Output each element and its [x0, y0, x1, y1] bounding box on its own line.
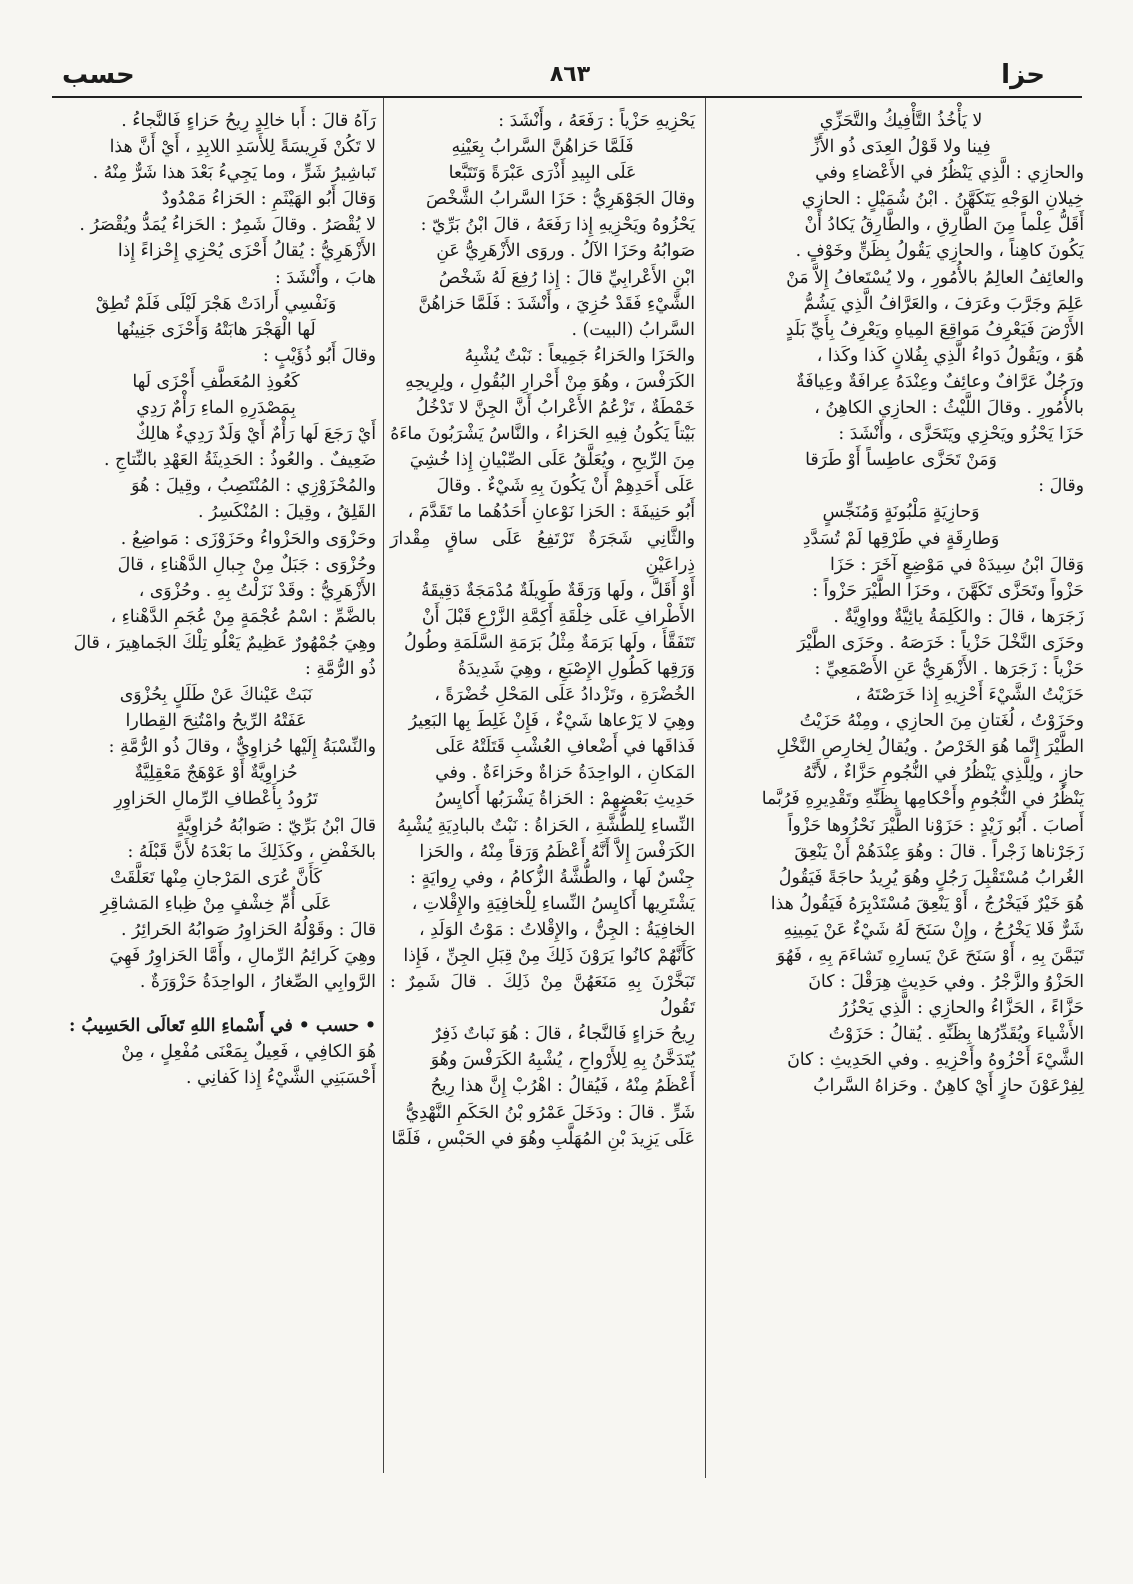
text-line: بالأُمُورِ . وقالَ اللَّيْثُ : الحازِي الكاهِنُ ،	[814, 398, 1084, 419]
text-line: حَزَا يَحْزُو ويَحْزِي ويَتَحَزَّى ، وأَنْشَدَ :	[838, 424, 1084, 445]
verse-line: تَرُودُ بِأَعْطافِ الرِّمالِ الحَزاوِرِ	[114, 789, 318, 810]
text-line: وحُزْوَى : جَبَلٌ مِنْ جِبالِ الدَّهْناءِ ، قالَ	[117, 554, 376, 575]
text-line: المَكانِ ، الواحِدَةُ حَزاةٌ وحَزاءَةٌ . وفي	[435, 763, 695, 784]
text-line: الخُضْرَةِ ، وتَزْدادُ عَلَى المَحْلِ خُضْرَةً ،	[434, 685, 695, 706]
verse-line: حُزاوِيَّةٌ أَوْ عَوْهَجٌ مَعْقِلِيَّةٌ	[134, 763, 298, 784]
text-line: الشَّيْءَ أَحْزُوهُ وأَحْزِيهِ . وفي الحَدِيثِ : كانَ	[787, 1050, 1084, 1071]
text-line: قالَ ابْنُ بَرِّيّ : صَوابُهُ حُزاوِيَّةٍ	[176, 815, 376, 836]
text-line: الحَزْوُ والزَّجْرُ . وفي حَدِيثِ هِرَقْلَ : كانَ	[808, 972, 1084, 993]
text-line: الخافِيَةُ : الجِنُّ ، والإِقْلاتُ : مَوْتُ الوَلَدِ ،	[419, 919, 695, 940]
verse-line: وَطارِقَةٍ في طَرْقِها لَمْ تُسَدَّدِ	[802, 528, 1000, 549]
verse-line: وَمَنْ تَحَزَّى عاطِساً أَوْ طَرَقا	[805, 450, 997, 471]
text-line: الغُرابُ مُسْتَقْبِلَ رَجُلٍ وهُوَ يُرِيدُ حاجَةً فَيَقُولُ	[778, 867, 1084, 888]
text-line: وهِيَ جُمْهُورٌ عَظِيمٌ يَعْلُو تِلْكَ الجَماهِيرَ ، قالَ	[73, 632, 376, 653]
text-line: رِيحُ حَزاءٍ فَالنَّجاءُ ، قالَ : هُوَ نَباتٌ ذَفِرٌ	[432, 1024, 695, 1045]
text-line: وحَزْوَى والحَزْواءُ وحَزَوْزَى : مَواضِعُ .	[120, 528, 376, 549]
text-line: الكَرَفْسَ إِلاَّ أَنَّهُ أَعْظَمُ وَرَقاً مِنْهُ ، والحَزا	[419, 841, 695, 862]
text-line: يَكُونَ كاهِناً ، والحازِي يَقُولُ بِظَنٍّ وخَوْفٍ .	[795, 241, 1084, 262]
verse-line: عَلَى البِيدِ أَذْرَى عَبْرَةً وَتَتَبَّعا	[448, 163, 637, 184]
entry-headline: • حسب • في أَسْماءِ اللهِ تَعالَى الحَسِيبُ :	[69, 1016, 376, 1037]
text-line: زَجَرْناها زَجْراً . قالَ : وهُوَ عِنْدَهُمْ أَنْ يَنْعِقَ	[794, 841, 1084, 862]
text-line: يَحْزِيهِ حَزْياً : رَفَعَهُ ، وأَنْشَدَ :	[498, 111, 695, 131]
text-line: وهِيَ كَرائِمُ الرِّمالِ ، وأَمَّا الحَزاوِرُ فَهِيَ	[109, 946, 376, 966]
text-line: أَقَلُّ عِلْماً مِنَ الطَّارِقِ ، والطَّارِقُ يَكادُ أَنْ	[804, 215, 1084, 236]
text-line: أَيْ رَجَعَ لَها رَأْمٌ أَيْ وَلَدٌ رَدِيءٌ هالِكٌ	[135, 424, 376, 445]
text-line: السَّرابُ (البيت) .	[571, 319, 695, 340]
text-line: الطَّيْرَ إِنَّما هُوَ الخَرْصُ . ويُقالُ لِخارِصِ النَّخْلِ	[776, 737, 1084, 758]
verse-line: كَأَنَّ عُرَى المَرْجانِ مِنْها تَعَلَّقَتْ	[109, 867, 323, 888]
text-line: والنِّسْبَةُ إِلَيْها حُزاوِيٌّ ، وقالَ ذُو الرُّمَّةِ :	[108, 737, 376, 758]
text-line: والثَّانِي شَجَرَةٌ تَرْتَفِعُ عَلَى ساقٍ مِقْدارَ ذِراعَيْنِ	[390, 528, 695, 575]
text-line: هُوَ خَيْرٌ فَيَخْرُجُ ، أَوْ يَنْعِقَ مُسْتَدْبِرَهُ فَيَقُولُ هذا	[770, 893, 1084, 914]
text-line: أَصابَ . أَبُو زَيْدٍ : حَزَوْنا الطَّيْرَ نَحْزُوها حَزْواً	[787, 815, 1084, 836]
text-line: يَحْزُوهُ ويَحْزِيهِ إِذا رَفَعَهُ ، قالَ ابْنُ بَرِّيّ :	[420, 215, 695, 236]
text-line: قالَ : وقَوْلُهُ الحَزاوِرُ صَوابُهُ الحَرائِرُ .	[120, 919, 376, 940]
text-line: عَلِمَ وجَرَّبَ وعَرَفَ ، والعَرَّافُ الَّذِي يَشُمُّ	[803, 293, 1084, 314]
text-line: مِنَ الرِّيحِ ، ويُعَلَّقُ عَلَى الصِّبْيانِ إِذا خُشِيَ	[409, 450, 695, 471]
text-line: جِنْسٌ لَها ، والطُّشَّةُ الزُّكامُ ، وفي رِوايَةٍ :	[410, 867, 695, 888]
text-line: تَباشِيرُ شَرٍّ ، وما يَجِيءُ بَعْدَ هذا شَرٌّ مِنْهُ .	[92, 163, 376, 184]
text-line: ورَجُلٌ عَرَّافٌ وعائِفٌ وعِنْدَهُ عِرافَةٌ وعِيافَةٌ	[796, 371, 1084, 392]
text-line: عَلَى أَحَدِهِمْ أَنْ يَكُونَ بِهِ شَيْءٌ . وقالَ	[436, 476, 695, 497]
text-line: والحازِي : الَّذِي يَنْظُرُ في الأَعْضاءِ وفي	[815, 163, 1084, 184]
verse-line: فَلَمَّا حَزاهُنَّ السَّرابُ بِعَيْنِهِ	[451, 137, 634, 158]
text-line: فَذاقَها في أَضْعافِ العُشْبِ قَتَلَتْهُ عَلَى	[435, 737, 695, 758]
text-line: النِّساءِ لِلطُّشَّةِ ، الحَزاةُ : نَبْتٌ بالبادِيَةِ يُشْبِهُ	[397, 815, 695, 836]
text-line: ذُو الرُّمَّةِ :	[305, 658, 376, 679]
text-line: أَعْظَمُ مِنْهُ ، فَيُقالُ : اهْرُبْ إِنَّ هذا رِيحُ	[430, 1076, 695, 1097]
text-line: لا تَكُنْ فَرِيسَةً لِلأَسَدِ اللابِدِ ، أَيْ أَنَّ هذا	[109, 137, 376, 158]
verse-line: فِينا ولا قَوْلُ العِدَى ذُو الأَزِّ	[811, 137, 991, 158]
text-line: يَنْظُرُ في النُّجُومِ وأَحْكامِها بِظَنِّهِ وتَقْدِيرِهِ فَرُبَّما	[761, 789, 1084, 810]
column-right	[718, 108, 1084, 1100]
text-line: الرَّوابِي الصِّغارُ ، الواحِدَةُ حَزْوَرَةٌ .	[139, 972, 376, 993]
text-line: لِفِرْعَوْنَ حازٍ أَيْ كاهِنٌ . وحَزاهُ السَّرابُ	[813, 1076, 1084, 1097]
header-headword-right: حزا	[1001, 60, 1045, 90]
text-line: تَبَخَّرْنَ بِهِ مَنَعَهُنَّ مِنْ ذَلِكَ . قالَ شَمِرٌ : تَقُولُ	[390, 972, 695, 1019]
verse-line: عَفَتْهُ الرِّيحُ وامْتُنِحَ القِطارا	[125, 711, 307, 732]
verse-line: بِمَصْدَرِهِ الماءِ رَأْمٌ رَدِي	[136, 398, 296, 419]
text-line: خَمْطَةٌ ، تَزْعُمُ الأَعْرابُ أَنَّ الجِنَّ لا تَدْخُلُ	[415, 398, 695, 419]
text-line: وَقالَ أَبُو الهَيْثَمِ : الحَزاءُ مَمْدُودٌ	[161, 189, 376, 210]
text-line: حَزْياً : زَجَرَها . الأَزْهَرِيُّ عَنِ الأَصْمَعِيِّ :	[814, 658, 1084, 679]
text-line: تَيَمَّنَ بِهِ ، أَوْ سَنَحَ عَنْ يَسارِهِ تَشاءَمَ بِهِ ، فَهُوَ	[776, 946, 1084, 966]
page-number: ٨٦٣	[549, 62, 591, 87]
text-line: وَرَقِها كَطُولِ الإِصْبَعِ ، وهِيَ شَدِيدَةُ	[457, 658, 695, 679]
text-line: القَلِقُ ، وقِيلَ : المُنْكَسِرُ .	[198, 502, 376, 523]
header-headword-left: حسب	[62, 60, 135, 90]
entry-separator	[56, 995, 376, 1013]
verse-line: كَعُوذِ المُعَطَّفِ أَحْزَى لَها	[132, 371, 300, 392]
text-line: رَآهُ قالَ : أَبا خالِدٍ رِيحُ حَزاءٍ فَالنَّجاءُ .	[121, 111, 376, 131]
verse-line: لا يَأْخُذُ التَّأْفِيكُ والتَّحَزِّي	[819, 111, 983, 131]
text-line: ضَعِيفٌ . والعُوذُ : الحَدِيثَةُ العَهْدِ بالنِّتاجِ .	[104, 450, 376, 471]
text-line: يُتَدَخَّنُ بِهِ لِلأَرْواحِ ، يُشْبِهُ الكَرَفْسَ وهُوَ	[430, 1050, 695, 1071]
text-line: هابَ ، وأَنْشَدَ :	[275, 267, 376, 288]
text-line: حازٍ ، ولِلَّذِي يَنْظُرُ في النُّجُومِ حَزَّاءٌ ، لأَنَّهُ	[803, 763, 1084, 784]
verse-line: نَبَتْ عَيْناكَ عَنْ طَلَلٍ بِحُزْوَى	[119, 685, 313, 706]
text-line: بالضَّمِّ : اسْمُ عُجْمَةٍ مِنْ عُجَمِ الدَّهْناءِ ،	[110, 606, 376, 627]
verse-line: وَحازِيَةٍ مَلْبُونَةٍ وَمُنَجِّسٍ	[822, 502, 980, 523]
text-line: بالخَفْضِ ، وكَذَلِكَ ما بَعْدَهُ لأَنَّ قَبْلَهُ :	[127, 841, 376, 862]
verse-line: لَها الْهَجْرَ هابَتْهُ وَأَحْزَى جَنِينُها	[116, 319, 316, 340]
text-line: أَوْ أَقَلَّ ، ولَها وَرَقَةٌ طَوِيلَةٌ مُدْمَجَةٌ دَقِيقَةُ	[420, 580, 695, 601]
text-line: وقالَ :	[1038, 476, 1084, 497]
verse-line: وَنَفْسِي أَرادَتْ هَجْرَ لَيْلَى فَلَمْ تُطِقْ	[95, 293, 337, 314]
text-line: شَرٌّ فَلا يَخْرُجُ ، وإِنْ سَنَحَ لَهُ شَيْءٌ عَنْ يَمِينِهِ	[783, 919, 1084, 940]
verse-line: عَلَى أُمِّ خِشْفٍ مِنْ ظِباءِ المَشاقِرِ	[100, 893, 332, 914]
text-line: أَحْسَبَنِي الشَّيْءُ إِذا كَفانِي .	[186, 1068, 376, 1089]
text-line: حَزَيْتُ الشَّيْءَ أَحْزِيهِ إِذا خَرَصْتَهُ ،	[855, 685, 1084, 706]
text-line: وقالَ أَبُو ذُؤَيْبٍ :	[262, 345, 376, 366]
text-line: كَأَنَّهُمْ كانُوا يَرَوْنَ ذَلِكَ مِنْ قِبَلِ الجِنِّ ، فَإِذا	[403, 946, 695, 966]
text-line: الأَزْهَرِيُّ : وقَدْ نَزَلْتُ بِهِ . وحُزْوَى ،	[138, 580, 376, 601]
text-line: أَبُو حَنِيفَةَ : الحَزا نَوْعانِ أَحَدُهُما ما تَقَدَّمَ ،	[407, 502, 695, 523]
header-rule	[52, 96, 1082, 98]
column-divider-right	[705, 98, 706, 1478]
text-line: وَقالَ ابْنُ سِيدَهْ في مَوْضِعٍ آخَرَ : حَزَا	[829, 554, 1084, 575]
column-left	[56, 108, 376, 1091]
text-line: حَدِيثِ بَعْضِهِمْ : الحَزاةُ يَشْرَبُها أَكايِسُ	[435, 789, 695, 810]
text-line: صَوابُهُ وحَزَا الآلُ . وروَى الأَزْهَرِيُّ عَنِ	[436, 241, 695, 262]
text-line: الشَّيْءِ فَقَدْ حُزِيَ ، وأَنْشَدَ : فَلَمَّا حَزاهُنَّ	[418, 293, 695, 314]
text-line: هُوَ الكافِي ، فَعِيلٌ بِمَعْنَى مُفْعِلٍ ، مِنْ	[121, 1042, 376, 1063]
text-line: بَيْتاً يَكُونُ فِيهِ الحَزاءُ ، والنَّاسُ يَشْرَبُونَ ماءَهُ	[390, 424, 695, 445]
text-line: ابْنِ الأَعْرابِيِّ قالَ : إِذا رُفِعَ لَهُ شَخْصُ	[438, 267, 695, 288]
text-line: الأَطْرافِ عَلَى خِلْقَةِ أَكِمَّةِ الزَّرْعِ قَبْلَ أَنْ	[421, 606, 695, 627]
text-line: عَلَى يَزِيدَ بْنِ المُهَلَّبِ وهُوَ في الحَبْسِ ، فَلَمَّا	[391, 1128, 695, 1149]
text-line: خِيلانِ الوَجْهِ يَتَكَهَّنُ . ابْنُ شُمَيْلٍ : الحازِي	[801, 189, 1084, 210]
text-line: الأَزْهَرِيُّ : يُقالُ أَحْزَى يُحْزِي إِحْزاءً إِذا	[117, 241, 376, 262]
text-line: وحَزَى النَّخْلَ حَزْياً : خَرَصَهُ . وحَزَى الطَّيْرَ	[797, 632, 1084, 653]
text-line: وحَزَوْتُ ، لُغَتانِ مِنَ الحازِي ، ومِنْهُ حَزَيْتُ	[799, 711, 1084, 732]
text-line: وهِيَ لا يَرْعاها شَيْءٌ ، فَإِنْ غَلِطَ بِها البَعِيرُ	[408, 711, 695, 732]
text-line: والحَزَا والحَزاءُ جَمِيعاً : نَبْتٌ يُشْبِهُ	[464, 345, 695, 366]
text-line: والعائِفُ العالِمُ بالأُمُورِ ، ولا يُسْتَعافُ إِلاَّ مَنْ	[786, 267, 1084, 288]
column-divider-left	[383, 98, 384, 1473]
text-line: شَرٍّ . قالَ : ودَخَلَ عَمْرُو بْنُ الحَكَمِ النَّهْدِيُّ	[405, 1102, 695, 1123]
text-line: الأَرْضَ فَيَعْرِفُ مَواقِعَ المِياهِ ويَعْرِفُ بِأَيِّ بَلَدٍ	[785, 319, 1084, 340]
text-line: زَجَرَها ، قالَ : والكَلِمَةُ يائِيَّةٌ وواوِيَّةٌ .	[833, 606, 1084, 627]
text-line: تَتَفَقَّأَ ، ولَها بَرَمَةٌ مِثْلُ بَرَمَةِ السَّلَمَةِ وطُولُ	[404, 632, 695, 653]
text-line: والمُحْزَوْزِي : المُنْتَصِبُ ، وقِيلَ : هُوَ	[131, 476, 376, 497]
text-line: يَشْتَرِيها أَكايِسُ النِّساءِ لِلْخافِيَةِ والإِقْلاتِ ،	[411, 893, 695, 914]
text-line: لا يُقْصَرُ . وقالَ شَمِرٌ : الحَزاءُ يُمَدُّ ويُقْصَرُ .	[79, 215, 376, 236]
text-line: الأَشْياءَ ويُقَدِّرُها بِظَنِّهِ . يُقالُ : حَزَوْتُ	[828, 1024, 1084, 1045]
column-middle	[390, 108, 695, 1152]
text-line: الكَرَفْسَ ، وهُوَ مِنْ أَحْرارِ البُقُولِ ، ولِرِيحِهِ	[405, 371, 695, 392]
text-line: حَزْواً وتَحَزَّى تَكَهَّنَ ، وحَزَا الطَّيْرَ حَزْواً :	[812, 580, 1084, 601]
text-line: وقالَ الجَوْهَرِيُّ : حَزَا السَّرابُ الشَّخْصَ	[426, 189, 695, 210]
text-line: حَزَّاءً ، الحَزَّاءُ والحازِي : الَّذِي يَحْزُرُ	[839, 998, 1084, 1019]
text-line: هُوَ ، ويَقُولُ دَواءُ الَّذِي بِفُلانٍ كَذا وكَذا ،	[816, 345, 1084, 366]
